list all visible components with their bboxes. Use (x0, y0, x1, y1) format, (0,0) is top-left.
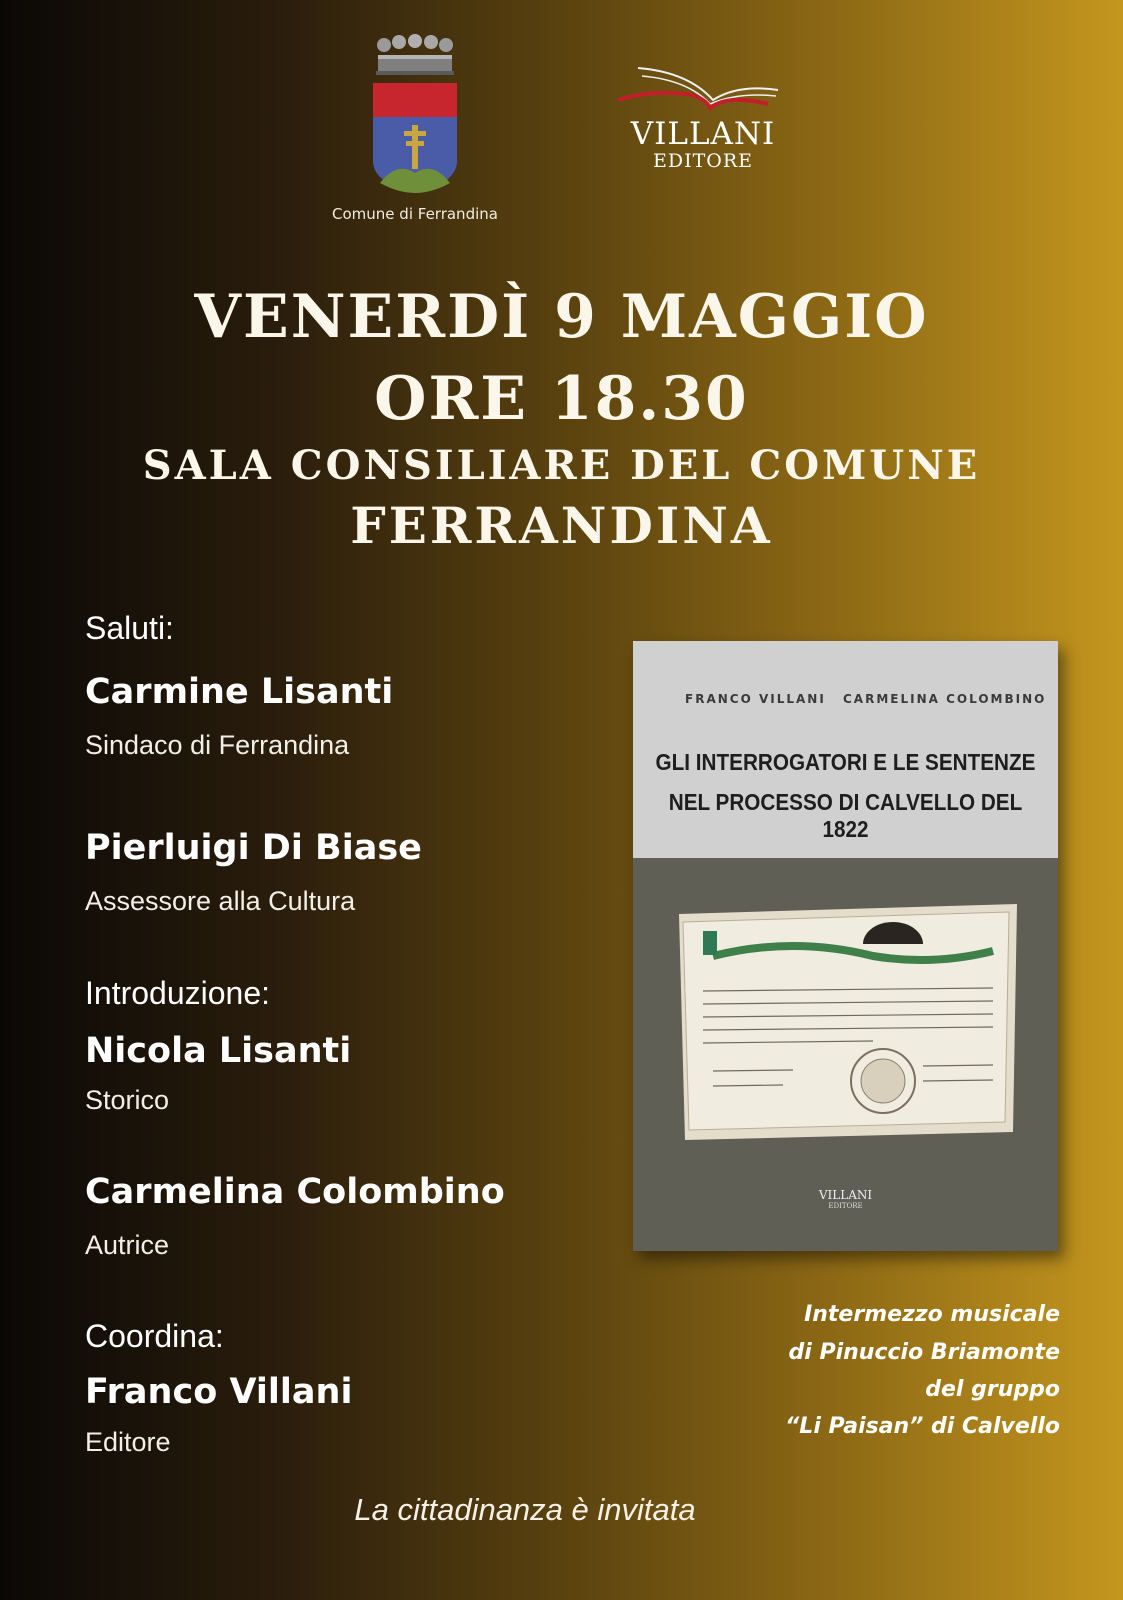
crest-caption: Comune di Ferrandina (332, 205, 498, 223)
historical-document-image (673, 896, 1023, 1141)
music-note-line: di Pinuccio Briamonte (788, 1340, 1060, 1365)
speaker-role: Assessore alla Cultura (85, 886, 356, 916)
coordina-label: Coordina: (85, 1318, 224, 1354)
speaker-name: Nicola Lisanti (85, 1031, 352, 1071)
saluti-label: Saluti: (85, 610, 174, 646)
speaker-role: Storico (85, 1085, 170, 1115)
speaker-name: Carmine Lisanti (85, 672, 394, 712)
music-note-line: del gruppo (925, 1377, 1060, 1402)
speaker-role: Autrice (85, 1230, 170, 1260)
event-time: ORE 18.30 (374, 364, 749, 434)
introduzione-label: Introduzione: (85, 975, 271, 1011)
invitation-text: La cittadinanza è invitata (354, 1492, 696, 1527)
speaker-name: Carmelina Colombino (85, 1172, 505, 1212)
book-author: CARMELINA COLOMBINO (843, 692, 1047, 706)
book-title: GLI INTERROGATORI E LE SENTENZE (655, 749, 1036, 775)
book-cover-header (633, 641, 1058, 858)
book-title: NEL PROCESSO DI CALVELLO DEL 1822 (668, 789, 1023, 842)
publisher-name: VILLANI (630, 116, 776, 152)
speaker-role: Sindaco di Ferrandina (85, 730, 350, 760)
event-date: VENERDÌ 9 MAGGIO (194, 282, 929, 352)
music-note-line: “Li Paisan” di Calvello (785, 1414, 1060, 1439)
crown-icon (376, 34, 454, 75)
coat-of-arms-logo (372, 33, 458, 195)
book-cover (633, 641, 1058, 1251)
book-publisher: VILLANI (818, 1188, 873, 1202)
event-town: FERRANDINA (350, 496, 773, 555)
book-publisher-sub: EDITORE (828, 1202, 863, 1210)
shield-icon (373, 83, 457, 193)
speaker-role: Editore (85, 1427, 171, 1457)
publisher-subtitle: EDITORE (652, 150, 754, 172)
book-author: FRANCO VILLANI (685, 692, 826, 706)
event-venue: SALA CONSILIARE DEL COMUNE (142, 442, 981, 489)
speaker-name: Pierluigi Di Biase (85, 828, 422, 868)
speaker-name: Franco Villani (85, 1372, 353, 1412)
music-note-line: Intermezzo musicale (804, 1302, 1060, 1327)
